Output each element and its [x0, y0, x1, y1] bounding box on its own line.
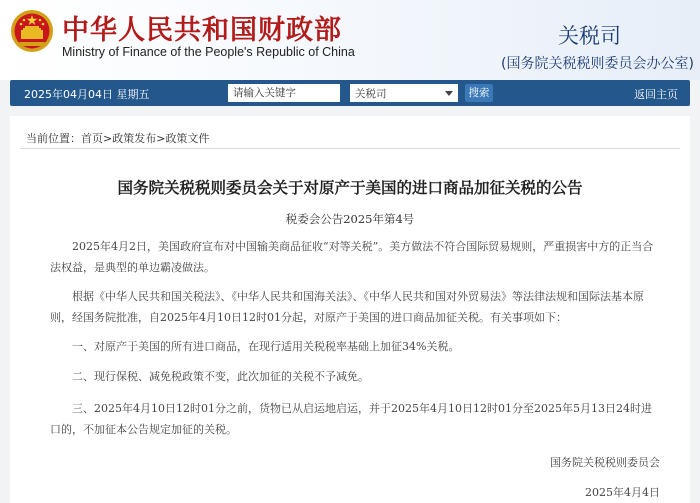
national-emblem-icon [10, 9, 54, 53]
department-select-value: 关税司 [355, 88, 387, 100]
breadcrumb-separator: > [103, 132, 113, 145]
document-number: 税委会公告2025年第4号 [285, 212, 415, 226]
department-name: 关税司 [558, 24, 621, 48]
breadcrumb-policy-release[interactable]: 政策发布 [112, 132, 157, 145]
article-paragraph: 二、现行保税、减免税政策不变，此次加征的关税不予减免。 [72, 370, 369, 383]
breadcrumb-prefix: 当前位置： [26, 132, 81, 145]
sign-date: 2025年4月4日 [585, 486, 660, 499]
back-to-home-link[interactable]: 返回主页 [634, 88, 678, 101]
nav-bar [10, 80, 690, 106]
breadcrumb-separator: > [156, 132, 166, 145]
department-subtitle: (国务院关税税则委员会办公室) [501, 56, 694, 72]
breadcrumb [26, 130, 209, 146]
article-paragraph: 根据《中华人民共和国关税法》、《中华人民共和国海关法》、《中华人民共和国对外贸易法》等法律法规和国际法基本原则，经国务院批准，自2025年4月10日12时01分起，对原产于美国的进口商品加征关税。有关事项如下： [50, 290, 644, 324]
search-input[interactable] [228, 84, 340, 102]
org-name-cn: 中华人民共和国财政部 [62, 15, 342, 46]
department-select[interactable] [350, 84, 458, 102]
divider [20, 148, 680, 149]
article-title: 国务院关税税则委员会关于对原产于美国的进口商品加征关税的公告 [117, 179, 583, 197]
search-button[interactable]: 搜索 [465, 84, 493, 102]
signer: 国务院关税税则委员会 [550, 456, 660, 469]
org-name-en: Ministry of Finance of the People's Republic of China [62, 45, 355, 59]
article-paragraph: 2025年4月2日，美国政府宣布对中国输美商品征收“对等关税”。美方做法不符合国际贸易规则，严重损害中方的正当合法权益，是典型的单边霸凌做法。 [50, 240, 654, 274]
breadcrumb-policy-docs[interactable]: 政策文件 [165, 132, 210, 145]
article-paragraph: 一、对原产于美国的所有进口商品，在现行适用关税税率基础上加征34%关税。 [72, 340, 460, 353]
chevron-down-icon [444, 88, 454, 98]
article-panel [10, 116, 690, 503]
breadcrumb-home[interactable]: 首页 [81, 132, 103, 145]
current-date: 2025年04月04日 星期五 [24, 88, 150, 101]
site-header [0, 0, 700, 80]
article-paragraph: 三、2025年4月10日12时01分之前，货物已从启运地启运，并于2025年4月10日12时01分至2025年5月13日24时进口的，不加征本公告规定加征的关税。 [50, 402, 652, 436]
